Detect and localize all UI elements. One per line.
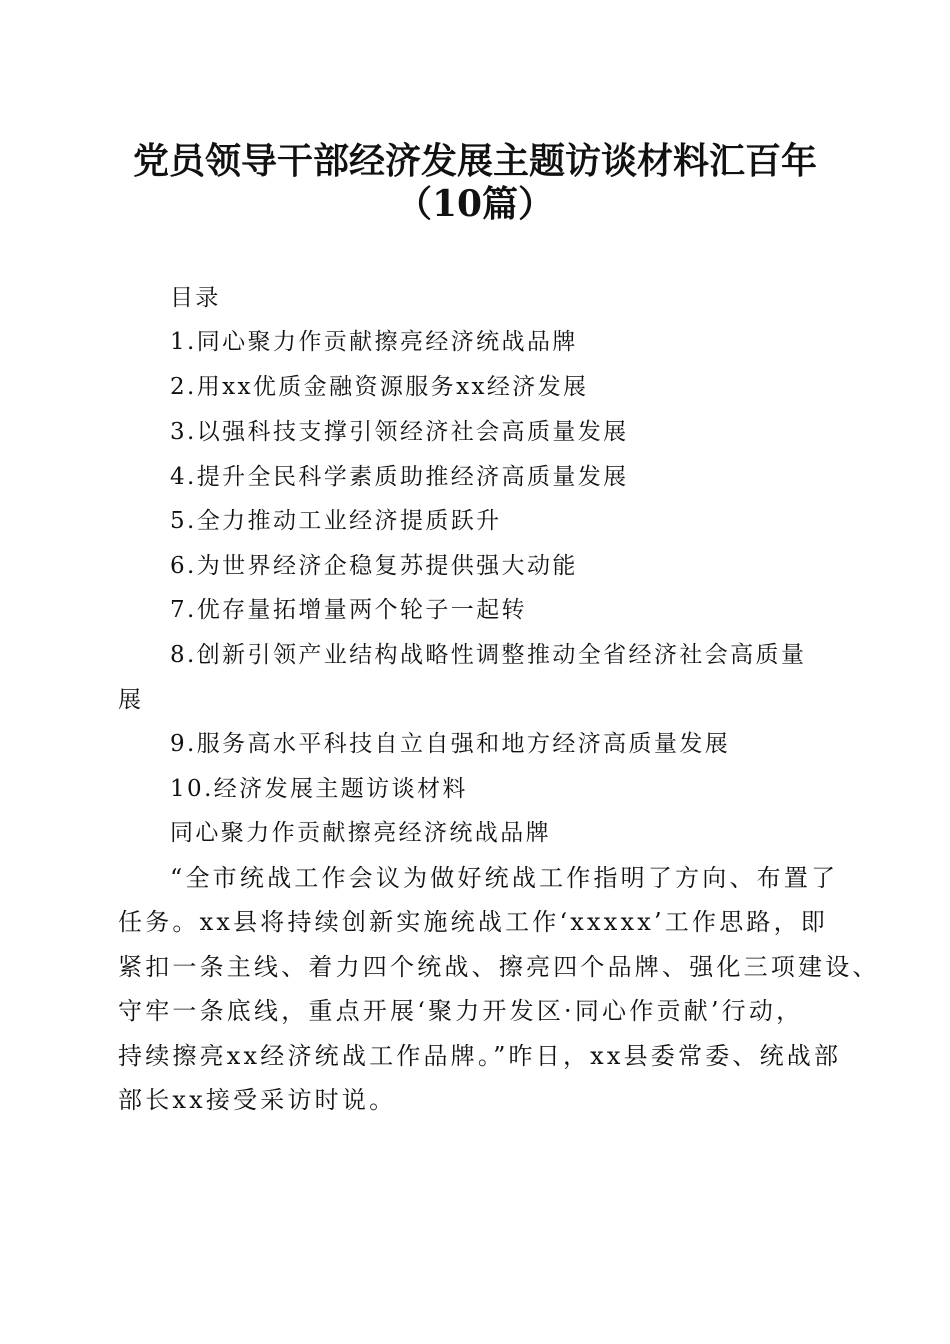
toc-item-2: 2.用xx优质金融资源服务xx经济发展: [170, 374, 589, 400]
toc-item-4: 4.提升全民科学素质助推经济高质量发展: [170, 464, 629, 490]
toc-item-3: 3.以强科技支撑引领经济社会高质量发展: [170, 419, 629, 445]
paragraph-line-1: “全市统战工作会议为做好统战工作指明了方向、布置了: [170, 864, 839, 892]
toc-item-8: 8.创新引领产业结构战略性调整推动全省经济社会高质量: [170, 642, 807, 668]
section-title: 同心聚力作贡献擦亮经济统战品牌: [170, 820, 551, 846]
toc-item-9: 9.服务高水平科技自立自强和地方经济高质量发展: [170, 731, 731, 757]
toc-item-1: 1.同心聚力作贡献擦亮经济统战品牌: [170, 329, 578, 355]
toc-item-7: 7.优存量拓增量两个轮子一起转: [170, 597, 527, 623]
paragraph-line-5: 持续擦亮xx经济统战工作品牌。”昨日，xx县委常委、统战部: [118, 1042, 842, 1070]
toc-item-5: 5.全力推动工业经济提质跃升: [170, 508, 502, 534]
document-title-line-1: 党员领导干部经济发展主题访谈材料汇百年: [132, 140, 817, 182]
paragraph-line-3: 紧扣一条主线、着力四个统战、擦亮四个品牌、强化三项建设、: [118, 953, 880, 981]
toc-item-8-continuation: 展: [118, 687, 144, 713]
paragraph-line-4: 守牢一条底线，重点开展‘聚力开发区·同心作贡献’行动，: [118, 997, 804, 1025]
document-title-line-2: （10篇）: [395, 183, 555, 225]
paragraph-line-2: 任务。xx县将持续创新实施统战工作‘xxxxx’工作思路，即: [118, 908, 829, 936]
toc-heading: 目录: [170, 285, 221, 311]
paragraph-line-6: 部长xx接受采访时说。: [118, 1086, 397, 1114]
toc-item-10: 10.经济发展主题访谈材料: [170, 776, 468, 802]
toc-item-6: 6.为世界经济企稳复苏提供强大动能: [170, 553, 578, 579]
